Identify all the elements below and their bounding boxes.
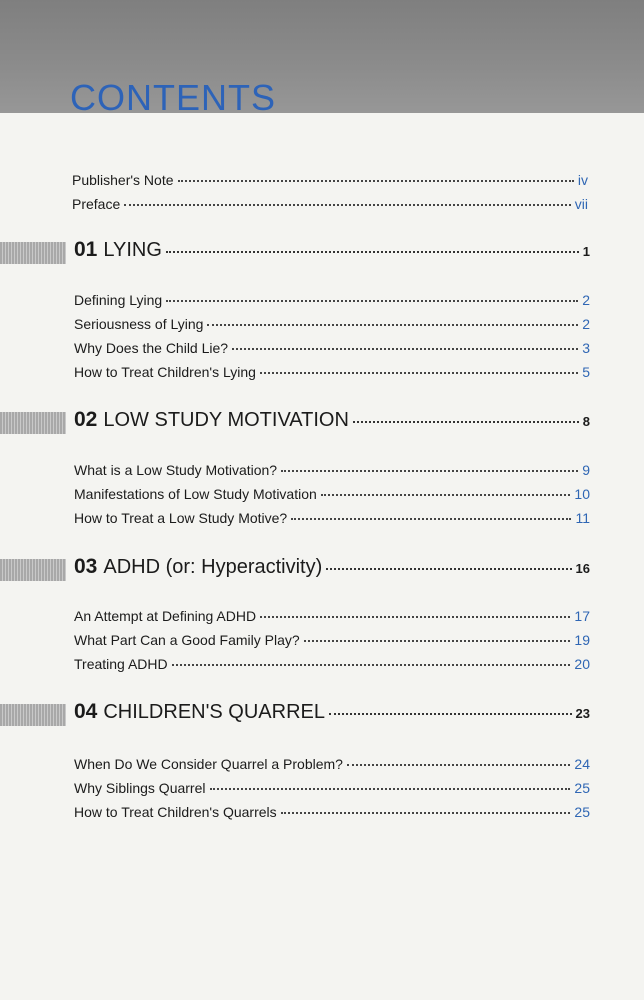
dot-leader <box>166 299 578 302</box>
dot-leader <box>207 323 578 326</box>
toc-entry[interactable] <box>74 292 590 316</box>
toc-entry[interactable] <box>74 780 590 804</box>
dot-leader <box>304 639 571 642</box>
chapter-title: CHILDREN'S QUARREL <box>103 701 325 723</box>
entry-label: Publisher's Note <box>72 172 174 188</box>
entry-page: 9 <box>582 462 590 478</box>
toc-entry[interactable] <box>74 316 590 340</box>
section-list <box>74 462 590 534</box>
entry-page: 2 <box>582 316 590 332</box>
chapter-page: 16 <box>575 561 590 576</box>
front-matter-list <box>72 172 588 220</box>
dot-leader <box>326 567 571 570</box>
entry-label: What Part Can a Good Family Play? <box>74 632 300 648</box>
dot-leader <box>281 811 571 814</box>
chapter-title: LYING <box>103 239 162 261</box>
chapter-number: 03 <box>74 555 98 578</box>
entry-page: iv <box>577 172 588 188</box>
page-title: CONTENTS <box>70 77 276 118</box>
toc-entry[interactable] <box>74 656 590 680</box>
dot-leader <box>172 663 571 666</box>
entry-label: How to Treat Children's Lying <box>74 364 256 380</box>
entry-label: Preface <box>72 196 121 212</box>
chapter-number: 04 <box>74 700 98 723</box>
entry-page: 20 <box>574 656 590 672</box>
entry-label: When Do We Consider Quarrel a Problem? <box>74 756 343 772</box>
chapter-page: 8 <box>582 414 590 429</box>
toc-entry[interactable] <box>72 196 588 220</box>
chapter-number: 01 <box>74 238 98 261</box>
entry-page: 10 <box>574 486 590 502</box>
entry-label: Defining Lying <box>74 292 163 308</box>
chapter-heading[interactable] <box>0 700 644 734</box>
dot-leader <box>260 371 578 374</box>
toc-entry[interactable] <box>74 364 590 388</box>
entry-page: vii <box>574 196 588 212</box>
dot-leader <box>178 179 574 182</box>
chapter-page: 23 <box>575 706 590 721</box>
dot-leader <box>347 763 570 766</box>
entry-label: Why Does the Child Lie? <box>74 340 229 356</box>
chapter-marker-bar <box>0 242 66 264</box>
dot-leader <box>329 712 572 715</box>
entry-page: 5 <box>582 364 590 380</box>
chapter-marker-bar <box>0 559 66 581</box>
section-list <box>74 608 590 680</box>
entry-page: 17 <box>574 608 590 624</box>
entry-label: What is a Low Study Motivation? <box>74 462 278 478</box>
toc-entry[interactable] <box>74 608 590 632</box>
toc-entry[interactable] <box>74 632 590 656</box>
dot-leader <box>353 420 579 423</box>
entry-page: 3 <box>582 340 590 356</box>
entry-label: Seriousness of Lying <box>74 316 204 332</box>
entry-label: Manifestations of Low Study Motivation <box>74 486 317 502</box>
entry-page: 25 <box>574 804 590 820</box>
entry-label: Treating ADHD <box>74 656 168 672</box>
dot-leader <box>291 517 571 520</box>
toc-entry[interactable] <box>74 756 590 780</box>
chapter-title: ADHD (or: Hyperactivity) <box>103 556 323 578</box>
entry-page: 19 <box>574 632 590 648</box>
toc-entry[interactable] <box>74 462 590 486</box>
section-list <box>74 292 590 388</box>
entry-label: An Attempt at Defining ADHD <box>74 608 257 624</box>
dot-leader <box>232 347 578 350</box>
toc-entry[interactable] <box>74 340 590 364</box>
toc-entry[interactable] <box>74 510 590 534</box>
dot-leader <box>210 787 571 790</box>
dot-leader <box>166 250 579 253</box>
entry-page: 24 <box>574 756 590 772</box>
chapter-page: 1 <box>582 244 590 259</box>
toc-entry[interactable] <box>72 172 588 196</box>
entry-page: 2 <box>582 292 590 308</box>
chapter-heading[interactable] <box>0 555 644 589</box>
section-list <box>74 756 590 828</box>
toc-entry[interactable] <box>74 486 590 510</box>
chapter-heading[interactable] <box>0 238 644 272</box>
entry-label: How to Treat Children's Quarrels <box>74 804 277 820</box>
entry-page: 25 <box>574 780 590 796</box>
dot-leader <box>281 469 578 472</box>
dot-leader <box>321 493 571 496</box>
chapter-marker-bar <box>0 704 66 726</box>
chapter-title: LOW STUDY MOTIVATION <box>103 409 349 431</box>
dot-leader <box>260 615 570 618</box>
toc-entry[interactable] <box>74 804 590 828</box>
chapter-number: 02 <box>74 408 98 431</box>
chapter-heading[interactable] <box>0 408 644 442</box>
chapter-marker-bar <box>0 412 66 434</box>
entry-label: Why Siblings Quarrel <box>74 780 206 796</box>
dot-leader <box>124 203 571 206</box>
entry-page: 11 <box>575 510 590 526</box>
entry-label: How to Treat a Low Study Motive? <box>74 510 288 526</box>
